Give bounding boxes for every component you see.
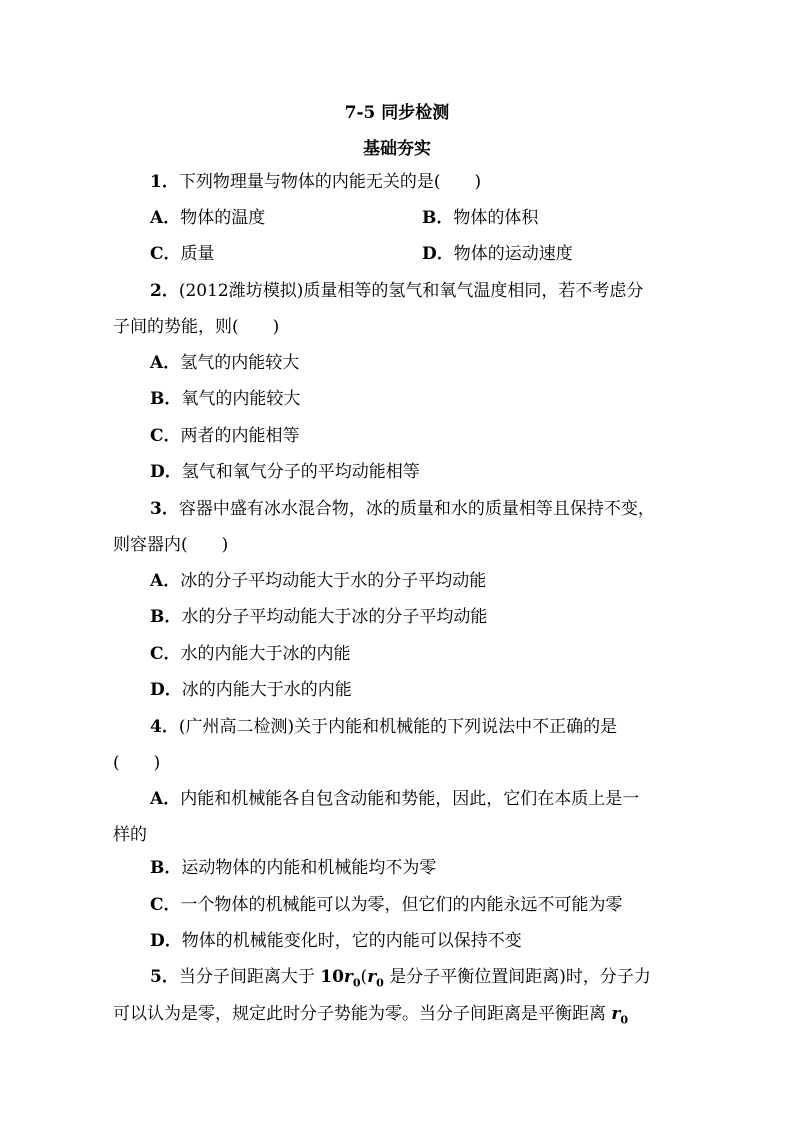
paren-open: ( (360, 967, 368, 987)
option-text: 氧气的内能较大 (181, 389, 301, 409)
option-text: 物体的运动速度 (453, 244, 573, 264)
question-1-stem (150, 170, 481, 194)
question-text: (2012潍坊模拟)质量相等的氢气和氧气温度相同，若不考虑分 (178, 281, 644, 301)
question-5-stem-cont (113, 1002, 628, 1032)
option-text: 水的分子平均动能大于冰的分子平均动能 (181, 607, 488, 627)
option-label: B． (422, 208, 454, 228)
question-3-option-d (150, 678, 352, 702)
question-3-option-c (150, 642, 351, 666)
question-text: 可以认为是零，规定此时分子势能为零。当分子间距离是平衡距离 (113, 1004, 612, 1024)
option-text: 冰的内能大于水的内能 (181, 680, 352, 700)
option-label: D． (150, 680, 182, 700)
question-text-mid: 是分子平衡位置间距离)时，分子力 (383, 967, 651, 987)
option-label: A． (150, 353, 181, 373)
option-text: 质量 (180, 244, 215, 264)
option-label: C． (150, 244, 181, 264)
option-text: 一个物体的机械能可以为零，但它们的内能永远不可能为零 (180, 895, 623, 915)
question-2-option-a (150, 351, 299, 375)
option-label: C． (150, 895, 181, 915)
page-title: 7-5 同步检测 (344, 103, 450, 123)
option-text: 物体的机械能变化时，它的内能可以保持不变 (181, 931, 522, 951)
option-label: D． (150, 462, 182, 482)
question-1-option-b (422, 206, 538, 230)
math-sub: 0 (376, 976, 384, 990)
question-2-stem (150, 279, 643, 303)
option-text: 氢气的内能较大 (180, 353, 300, 373)
option-text: 内能和机械能各自包含动能和势能，因此，它们在本质上是一 (180, 789, 640, 809)
option-text: 两者的内能相等 (180, 426, 300, 446)
math-r: r (343, 967, 353, 987)
option-label: B． (150, 858, 182, 878)
math-r: r (611, 1004, 621, 1024)
option-text: 水的内能大于冰的内能 (180, 644, 351, 664)
option-label: B． (150, 607, 182, 627)
question-text: 下列物理量与物体的内能无关的是( ) (178, 172, 482, 192)
question-2-option-b (150, 387, 300, 411)
question-number: 5． (150, 967, 179, 987)
math-sub: 0 (352, 976, 361, 990)
option-label: D． (422, 244, 454, 264)
question-4-option-b (150, 856, 436, 880)
question-3-option-a (150, 569, 486, 593)
section-title: 基础夯实 (363, 139, 431, 159)
option-label: D． (150, 931, 182, 951)
question-4-stem-cont: ( ) (113, 753, 161, 773)
question-number: 1． (150, 172, 179, 192)
question-1-option-c (150, 242, 215, 266)
question-text: 当分子间距离大于 (178, 967, 321, 987)
option-label: C． (150, 426, 181, 446)
question-number: 2． (150, 281, 179, 301)
option-text: 氢气和氧气分子的平均动能相等 (181, 462, 420, 482)
question-3-stem (150, 497, 655, 521)
question-1-option-a (150, 206, 265, 230)
math-ten: 10 (320, 967, 344, 987)
question-number: 3． (150, 499, 179, 519)
question-1-option-d (422, 242, 573, 266)
option-text: 运动物体的内能和机械能均不为零 (181, 858, 437, 878)
question-2-option-c (150, 424, 300, 448)
option-label: A． (150, 789, 181, 809)
question-2-stem-cont: 子间的势能，则( ) (113, 317, 280, 337)
question-3-option-b (150, 605, 487, 629)
question-4-stem (150, 715, 617, 739)
question-2-option-d (150, 460, 420, 484)
question-4-option-d (150, 929, 522, 953)
question-4-option-a (150, 787, 639, 811)
question-4-option-c (150, 893, 623, 917)
question-5-stem (150, 965, 651, 995)
option-text: 物体的温度 (180, 208, 266, 228)
math-sub: 0 (620, 1013, 629, 1027)
math-r: r (367, 967, 377, 987)
question-text: (广州高二检测)关于内能和机械能的下列说法中不正确的是 (178, 717, 618, 737)
question-text: 容器中盛有冰水混合物，冰的质量和水的质量相等且保持不变， (178, 499, 655, 519)
option-label: B． (150, 389, 182, 409)
option-text: 物体的体积 (453, 208, 539, 228)
option-label: C． (150, 644, 181, 664)
question-number: 4． (150, 717, 179, 737)
question-3-stem-cont: 则容器内( ) (113, 535, 229, 555)
option-text: 冰的分子平均动能大于水的分子平均动能 (180, 571, 487, 591)
option-label: A． (150, 208, 181, 228)
option-label: A． (150, 571, 181, 591)
question-4-option-a-cont: 样的 (113, 825, 147, 845)
